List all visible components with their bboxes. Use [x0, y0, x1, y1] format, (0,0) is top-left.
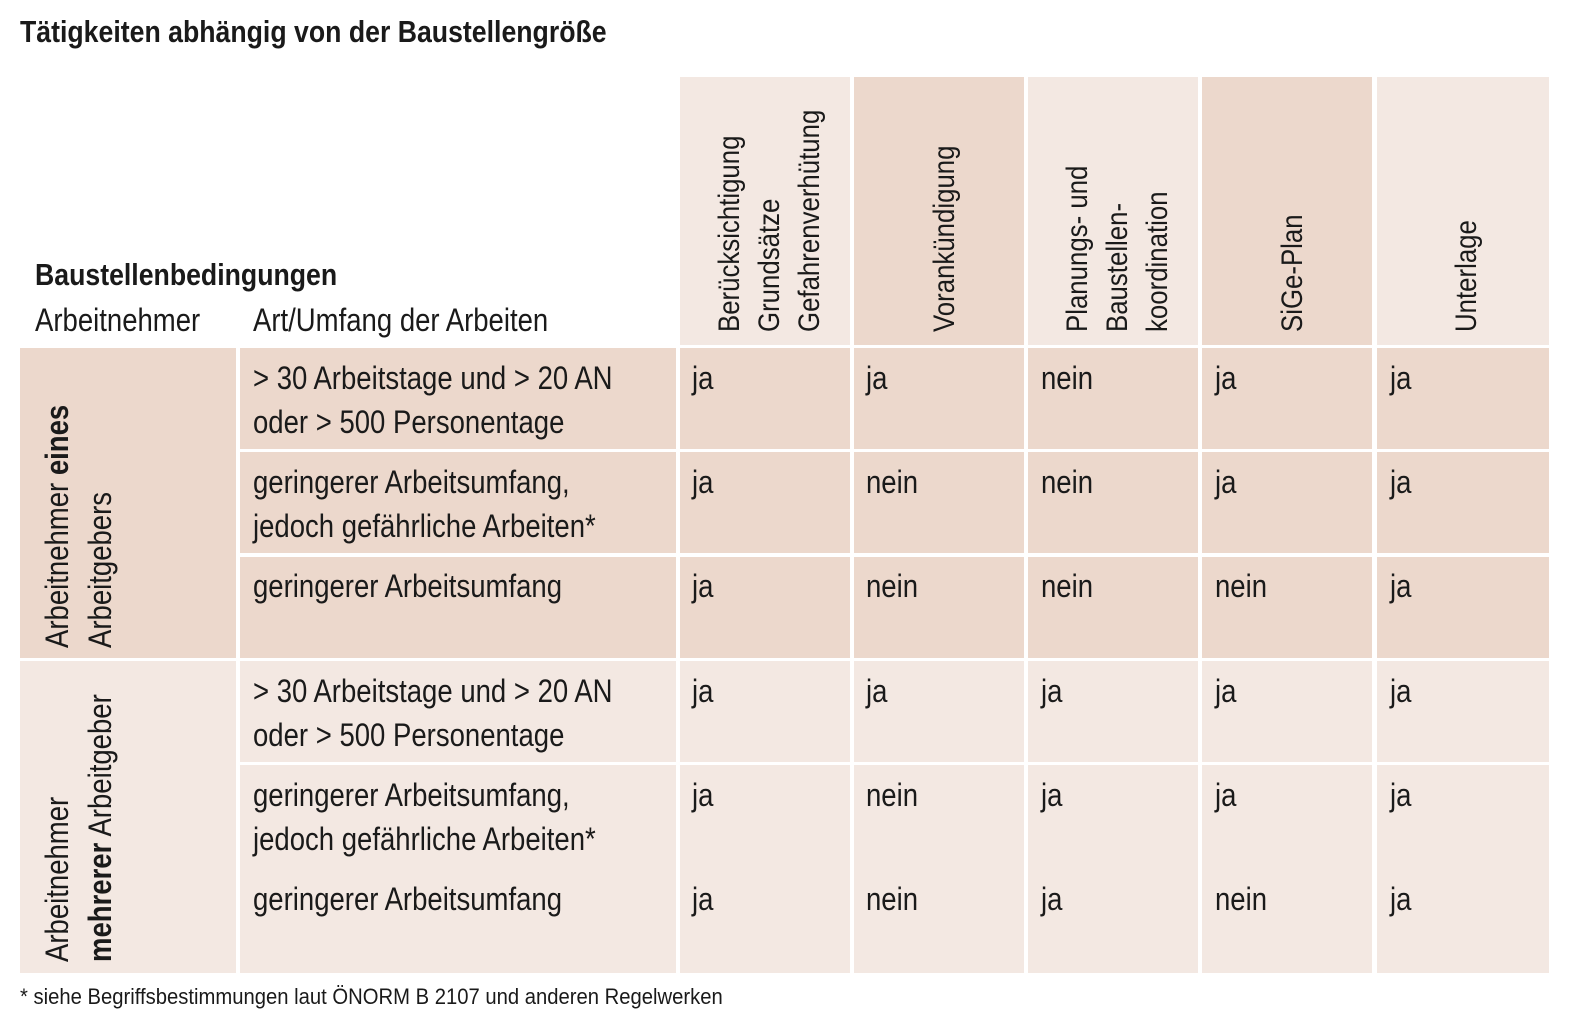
- row-3-value-4: nein: [1215, 568, 1268, 604]
- row-4-description-line-2: oder > 500 Personentage: [253, 717, 565, 753]
- row-1-description-line-1: > 30 Arbeitstage und > 20 AN: [253, 360, 613, 396]
- group-1-label-bold: eines: [39, 404, 75, 476]
- row-3-value-5: ja: [1390, 568, 1412, 604]
- row-6-value-2: nein: [866, 881, 919, 917]
- group-1-label-line-1: [35, 405, 79, 648]
- group-2-label-text: Arbeitgeber: [82, 694, 118, 843]
- row-4-value-2: ja: [866, 673, 888, 709]
- row-4-value-1: ja: [692, 673, 714, 709]
- row-3-description-line-1: geringerer Arbeitsumfang: [253, 568, 563, 604]
- group-2-label-line-2: [78, 694, 122, 962]
- row-2-value-2: nein: [866, 464, 919, 500]
- page-title: Tätigkeiten abhängig von der Baustellengröße: [20, 14, 607, 49]
- group-1-label-text: Arbeitnehmer: [39, 475, 75, 648]
- row-2-value-5: ja: [1390, 464, 1412, 500]
- row-5-value-2: nein: [866, 777, 919, 813]
- row-5-description-line-1: geringerer Arbeitsumfang,: [253, 777, 570, 813]
- row-2-description-line-2: jedoch gefährliche Arbeiten*: [253, 508, 596, 544]
- conditions-header: Baustellenbedingungen: [35, 257, 338, 292]
- row-2-value-4: ja: [1215, 464, 1237, 500]
- row-5-value-4: ja: [1215, 777, 1237, 813]
- column-3-line-1: Planungs- und: [1061, 165, 1094, 332]
- row-3-value-2: nein: [866, 568, 919, 604]
- row-6-description-line-1: geringerer Arbeitsumfang: [253, 881, 563, 917]
- row-1-description-line-2: oder > 500 Personentage: [253, 404, 565, 440]
- row-6-value-1: ja: [692, 881, 714, 917]
- group-2-label-bold: mehrerer: [82, 842, 118, 962]
- column-2-label: Vorankündigung: [928, 145, 961, 332]
- row-5-value-3: ja: [1041, 777, 1063, 813]
- row-4-description-line-1: > 30 Arbeitstage und > 20 AN: [253, 673, 613, 709]
- row-1-value-1: ja: [692, 360, 714, 396]
- row-1-value-2: ja: [866, 360, 888, 396]
- row-5-description-line-2: jedoch gefährliche Arbeiten*: [253, 821, 596, 857]
- row-2-value-3: nein: [1041, 464, 1094, 500]
- row-1-value-4: ja: [1215, 360, 1237, 396]
- group-1-label-line-2: Arbeitgebers: [82, 491, 118, 648]
- column-4-label: SiGe-Plan: [1276, 214, 1309, 332]
- row-6-value-4: nein: [1215, 881, 1268, 917]
- row-6-value-3: ja: [1041, 881, 1063, 917]
- row-4-value-3: ja: [1041, 673, 1063, 709]
- row-6-value-5: ja: [1390, 881, 1412, 917]
- group-2-label-line-1: Arbeitnehmer: [39, 796, 75, 962]
- column-1-line-3: Gefahrenverhütung: [793, 109, 826, 332]
- row-4-value-5: ja: [1390, 673, 1412, 709]
- row-1-value-3: nein: [1041, 360, 1094, 396]
- row-3-value-1: ja: [692, 568, 714, 604]
- row-5-value-5: ja: [1390, 777, 1412, 813]
- employee-column-header: Arbeitnehmer: [35, 302, 201, 338]
- column-3-line-2: Baustellen-: [1101, 202, 1134, 332]
- row-4-value-4: ja: [1215, 673, 1237, 709]
- footnote: * siehe Begriffsbestimmungen laut ÖNORM B 2107 und anderen Regelwerken: [20, 984, 723, 1009]
- column-5-label: Unterlage: [1450, 220, 1483, 332]
- work-type-column-header: Art/Umfang der Arbeiten: [253, 302, 549, 338]
- row-5-value-1: ja: [692, 777, 714, 813]
- column-1-line-1: Berücksichtigung: [713, 135, 746, 332]
- column-3-line-3: koordination: [1141, 191, 1174, 332]
- column-1-line-2: Grundsätze: [753, 198, 786, 332]
- row-3-value-3: nein: [1041, 568, 1094, 604]
- row-2-description-line-1: geringerer Arbeitsumfang,: [253, 464, 570, 500]
- row-2-value-1: ja: [692, 464, 714, 500]
- row-1-value-5: ja: [1390, 360, 1412, 396]
